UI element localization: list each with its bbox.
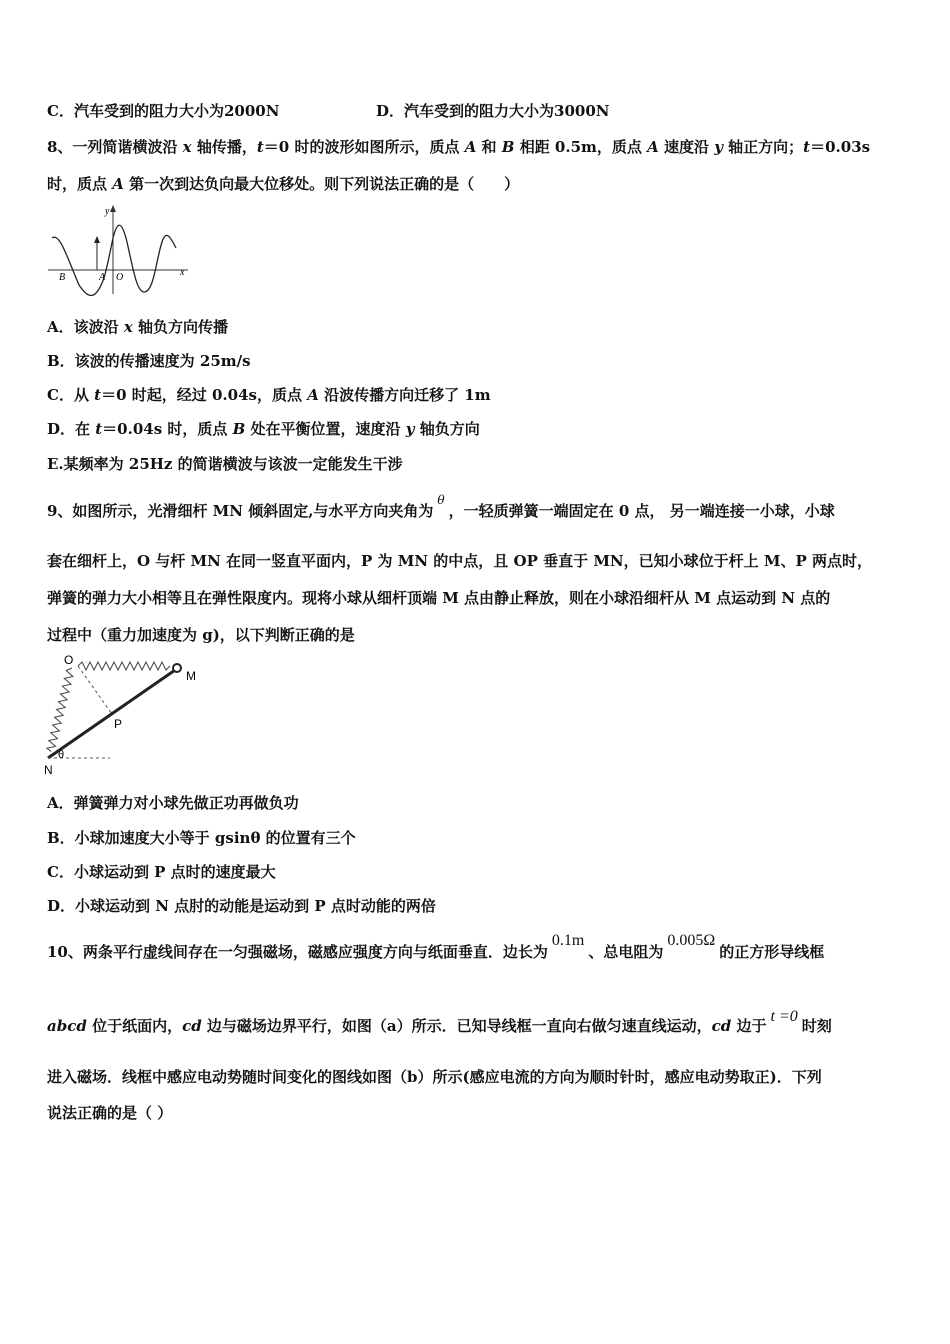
dashed-op	[78, 666, 112, 714]
ball-at-m	[173, 664, 181, 672]
q9-option-a: A．弹簧弹力对小球先做正功再做负功	[47, 794, 299, 812]
q9-option-d: D．小球运动到 N 点肘的动能是运动到 P 点时动能的两倍	[47, 897, 436, 915]
q10-resistance: 0.005Ω	[667, 932, 716, 949]
label-n: N	[44, 763, 53, 777]
q8-option-d: D．在 t＝0.04s 时，质点 B 处在平衡位置，速度沿 y 轴负方向	[47, 420, 480, 438]
q8-option-c: C．从 t＝0 时起，经过 0.04s，质点 A 沿波传播方向迁移了 1m	[47, 386, 491, 404]
q9-stem-line1: 9、如图所示，光滑细杆 MN 倾斜固定,与水平方向夹角为$^\theta$，一轻质弹簧一端固定在 0 点， 另一端连接一小球，小球	[47, 493, 835, 520]
q8-option-b: B．该波的传播速度为 25m/s	[47, 352, 251, 370]
q8-option-a: A．该波沿 x 轴负方向传播	[47, 318, 229, 336]
label-m: M	[186, 669, 196, 683]
label-p: P	[114, 717, 123, 731]
q10-stem-line3: 进入磁场．线框中感应电动势随时间变化的图线如图（b）所示(感应电流的方向为顺时针时，感应电动势取正)．下列	[47, 1068, 822, 1086]
q9-stem-line3: 弹簧的弹力大小相等且在弹性限度内。现将小球从细杆顶端 M 点由静止释放，则在小球沿细杆从 M 点运动到 N 点的	[47, 589, 831, 607]
y-axis-label: y	[105, 206, 110, 217]
q8-stem-line2: 时，质点 A 第一次到达负向最大位移处。则下列说法正确的是（ ）	[47, 175, 520, 193]
q10-stem-line2: abcd 位于纸面内，cd 边与磁场边界平行，如图（a）所示．已知导线框一直向右做匀速直线运动，cd 边于t =0时刻	[47, 1008, 832, 1035]
spring-om	[78, 662, 170, 670]
q9-option-b: B．小球加速度大小等于 gsinθ 的位置有三个	[47, 829, 356, 847]
q10-stem-line1: 10、两条平行虚线间存在一匀强磁场，磁感应强度方向与纸面垂直．边长为0.1m、总电阻为0.005Ω的正方形导线框	[47, 932, 825, 961]
q9-stem-line4: 过程中（重力加速度为 g)，以下判断正确的是	[47, 626, 355, 644]
q10-stem-line4: 说法正确的是（ ）	[47, 1104, 173, 1122]
q7-option-c: C．汽车受到的阻力大小为2000N	[47, 102, 280, 120]
q9-theta-symbol: θ	[437, 493, 445, 507]
point-b-label: B	[59, 272, 66, 283]
q9-stem-line2: 套在细杆上，O 与杆 MN 在同一竖直平面内，P 为 MN 的中点，且 OP 垂直于 MN，已知小球位于杆上 M、P 两点时，	[47, 552, 872, 570]
wave-curve	[52, 225, 176, 295]
label-theta: θ	[58, 749, 65, 761]
q8-option-e: E.某频率为 25Hz 的简谐横波与该波一定能发生干涉	[47, 455, 403, 473]
x-axis-label: x	[180, 267, 185, 278]
q8-stem-line1: 8、一列简谐横波沿 x 轴传播，t＝0 时的波形如图所示，质点 A 和 B 相距 0.5m，质点 A 速度沿 y 轴正方向；t＝0.03s	[47, 138, 871, 156]
spring-on	[46, 667, 75, 752]
label-o: O	[64, 653, 74, 667]
q10-t-equals-zero: t =0	[770, 1008, 798, 1025]
q7-option-d: D．汽车受到的阻力大小为3000N	[376, 102, 610, 120]
origin-label: O	[116, 272, 124, 283]
q10-side-length: 0.1m	[551, 932, 585, 949]
q8-wave-figure	[44, 200, 194, 296]
y-axis-arrow	[110, 205, 116, 212]
velocity-arrow-head	[94, 236, 100, 243]
q9-option-c: C．小球运动到 P 点时的速度最大	[47, 863, 276, 881]
point-a-label: A	[99, 272, 106, 283]
q9-rod-spring-figure	[40, 652, 210, 780]
